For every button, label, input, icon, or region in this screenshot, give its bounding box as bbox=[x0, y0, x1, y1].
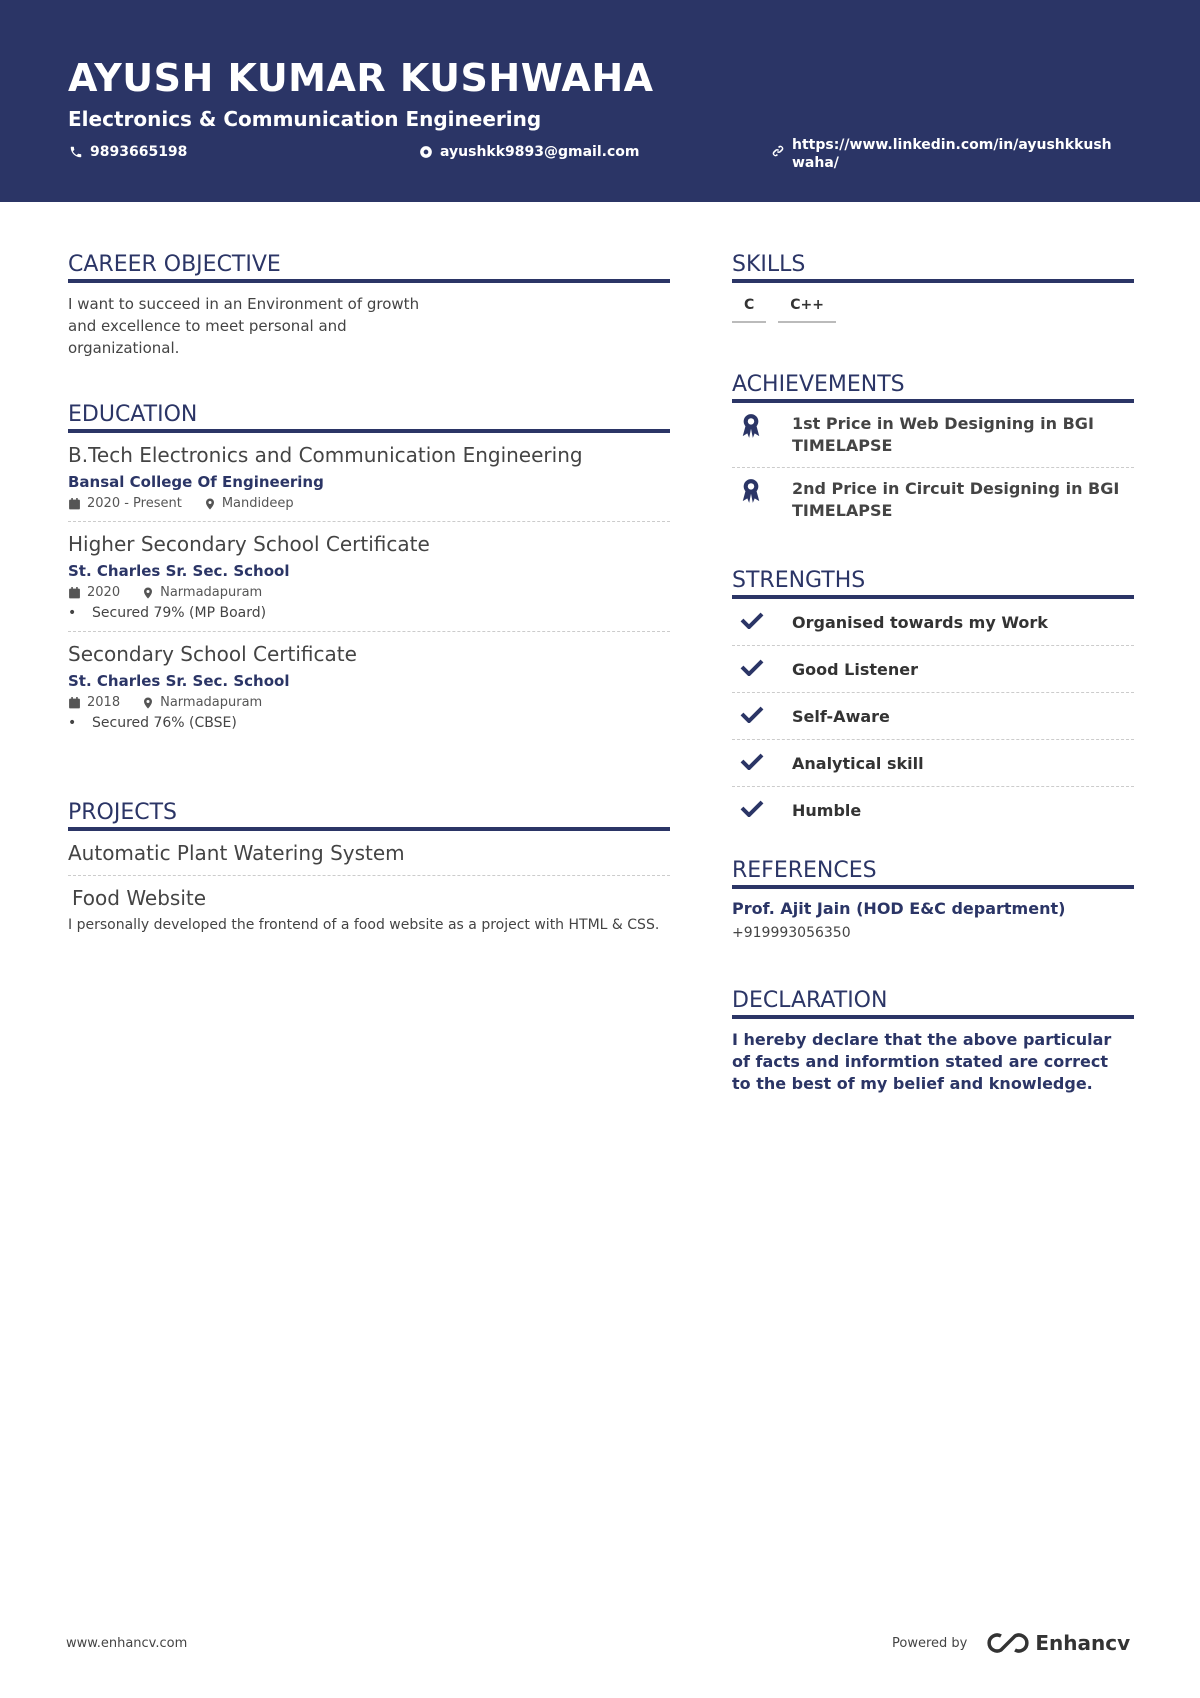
projects-section bbox=[68, 800, 670, 935]
calendar-icon bbox=[68, 586, 81, 600]
footer-site-link[interactable]: www.enhancv.com bbox=[66, 1636, 188, 1651]
achievement-line: TIMELAPSE bbox=[792, 436, 893, 455]
declaration-section bbox=[732, 988, 1134, 1095]
school-name: Bansal College Of Engineering bbox=[68, 473, 324, 491]
bullet-text: Secured 76% (CBSE) bbox=[92, 715, 237, 731]
divider bbox=[68, 875, 670, 876]
project-title: Food Website bbox=[72, 886, 207, 910]
strength-item bbox=[732, 646, 1134, 692]
education-item bbox=[68, 443, 670, 511]
skill-tag: C bbox=[732, 293, 766, 323]
skill-tag: C++ bbox=[778, 293, 836, 323]
reference-phone: +919993056350 bbox=[732, 925, 851, 941]
link-icon bbox=[770, 144, 786, 158]
location-pin-icon bbox=[142, 696, 154, 710]
career-line: and excellence to meet personal and bbox=[68, 317, 347, 335]
linkedin-url-line1[interactable]: https://www.linkedin.com/in/ayushkkush bbox=[792, 137, 1112, 153]
powered-by-label: Powered by bbox=[892, 1635, 968, 1651]
achievements-heading: ACHIEVEMENTS bbox=[732, 372, 1134, 403]
strength-text: Analytical skill bbox=[792, 753, 924, 773]
divider bbox=[68, 521, 670, 522]
education-location: Narmadapuram bbox=[160, 695, 263, 710]
education-meta bbox=[68, 695, 670, 710]
school-name: St. Charles Sr. Sec. School bbox=[68, 672, 290, 690]
resume-header bbox=[0, 0, 1200, 202]
checkmark-icon bbox=[732, 799, 792, 821]
strengths-section bbox=[732, 568, 1134, 833]
achievement-line: TIMELAPSE bbox=[792, 501, 893, 520]
strength-text: Organised towards my Work bbox=[792, 612, 1048, 632]
award-icon bbox=[732, 413, 792, 443]
degree-title: B.Tech Electronics and Communication Engineering bbox=[68, 443, 583, 467]
achievement-text bbox=[792, 413, 1094, 457]
education-location: Mandideep bbox=[221, 496, 294, 511]
enhancv-logo-icon bbox=[987, 1632, 1029, 1654]
checkmark-icon bbox=[732, 658, 792, 680]
declaration-line: I hereby declare that the above particular bbox=[732, 1030, 1112, 1049]
declaration-line: to the best of my belief and knowledge. bbox=[732, 1074, 1093, 1093]
career-objective-text bbox=[68, 293, 670, 359]
calendar-icon bbox=[68, 696, 81, 710]
achievement-line: 1st Price in Web Designing in BGI bbox=[792, 414, 1094, 433]
strength-item bbox=[732, 787, 1134, 833]
checkmark-icon bbox=[732, 611, 792, 633]
skills-list bbox=[732, 293, 1134, 323]
contact-linkedin bbox=[770, 136, 1112, 172]
degree-title: Secondary School Certificate bbox=[68, 642, 357, 666]
education-heading: EDUCATION bbox=[68, 402, 670, 433]
checkmark-icon bbox=[732, 752, 792, 774]
career-objective-section bbox=[68, 252, 670, 359]
career-objective-heading: CAREER OBJECTIVE bbox=[68, 252, 670, 283]
checkmark-icon bbox=[732, 705, 792, 727]
strength-item bbox=[732, 599, 1134, 645]
declaration-heading: DECLARATION bbox=[732, 988, 1134, 1019]
achievement-item bbox=[732, 468, 1134, 532]
strengths-heading: STRENGTHS bbox=[732, 568, 1134, 599]
project-title: Automatic Plant Watering System bbox=[68, 841, 405, 865]
references-section bbox=[732, 858, 1134, 944]
linkedin-url[interactable] bbox=[792, 136, 1112, 172]
education-date: 2020 - Present bbox=[87, 496, 182, 511]
achievement-text bbox=[792, 478, 1119, 522]
skills-section bbox=[732, 252, 1134, 323]
projects-heading: PROJECTS bbox=[68, 800, 670, 831]
award-icon bbox=[732, 478, 792, 508]
declaration-line: of facts and informtion stated are correct bbox=[732, 1052, 1109, 1071]
achievement-line: 2nd Price in Circuit Designing in BGI bbox=[792, 479, 1120, 498]
contact-email bbox=[418, 144, 639, 160]
strength-text: Self-Aware bbox=[792, 706, 890, 726]
bullet-text: Secured 79% (MP Board) bbox=[92, 605, 267, 621]
references-heading: REFERENCES bbox=[732, 858, 1134, 889]
project-description: I personally developed the frontend of a food website as a project with HTML & CSS. bbox=[68, 917, 660, 933]
linkedin-url-line2[interactable]: waha/ bbox=[792, 155, 839, 171]
reference-name: Prof. Ajit Jain (HOD E&C department) bbox=[732, 899, 1066, 918]
education-date: 2020 bbox=[87, 585, 121, 600]
education-bullet: • Secured 76% (CBSE) bbox=[68, 715, 237, 731]
strength-item bbox=[732, 693, 1134, 739]
career-line: organizational. bbox=[68, 339, 180, 357]
enhancv-brand: Enhancv bbox=[1035, 1631, 1131, 1655]
phone-number[interactable]: 9893665198 bbox=[90, 144, 188, 160]
email-address[interactable]: ayushkk9893@gmail.com bbox=[440, 144, 640, 160]
calendar-icon bbox=[68, 497, 81, 511]
school-name: St. Charles Sr. Sec. School bbox=[68, 562, 290, 580]
location-pin-icon bbox=[204, 497, 216, 511]
footer-branding bbox=[892, 1631, 1130, 1655]
education-section bbox=[68, 402, 670, 731]
career-line: I want to succeed in an Environment of growth bbox=[68, 295, 420, 313]
skills-heading: SKILLS bbox=[732, 252, 1134, 283]
at-icon bbox=[418, 145, 434, 159]
education-meta bbox=[68, 585, 670, 600]
education-bullet: • Secured 79% (MP Board) bbox=[68, 605, 267, 621]
divider bbox=[68, 631, 670, 632]
achievements-section bbox=[732, 372, 1134, 532]
location-pin-icon bbox=[142, 586, 154, 600]
strength-text: Good Listener bbox=[792, 659, 918, 679]
degree-title: Higher Secondary School Certificate bbox=[68, 532, 430, 556]
education-meta bbox=[68, 496, 670, 511]
education-date: 2018 bbox=[87, 695, 121, 710]
education-item bbox=[68, 642, 670, 731]
candidate-name: AYUSH KUMAR KUSHWAHA bbox=[68, 56, 654, 100]
education-location: Narmadapuram bbox=[160, 585, 263, 600]
achievement-item bbox=[732, 403, 1134, 467]
education-item bbox=[68, 532, 670, 621]
declaration-text bbox=[732, 1029, 1134, 1095]
phone-icon bbox=[68, 145, 84, 159]
strength-text: Humble bbox=[792, 800, 862, 820]
strength-item bbox=[732, 740, 1134, 786]
candidate-title: Electronics & Communication Engineering bbox=[68, 107, 542, 131]
contact-phone bbox=[68, 144, 187, 160]
